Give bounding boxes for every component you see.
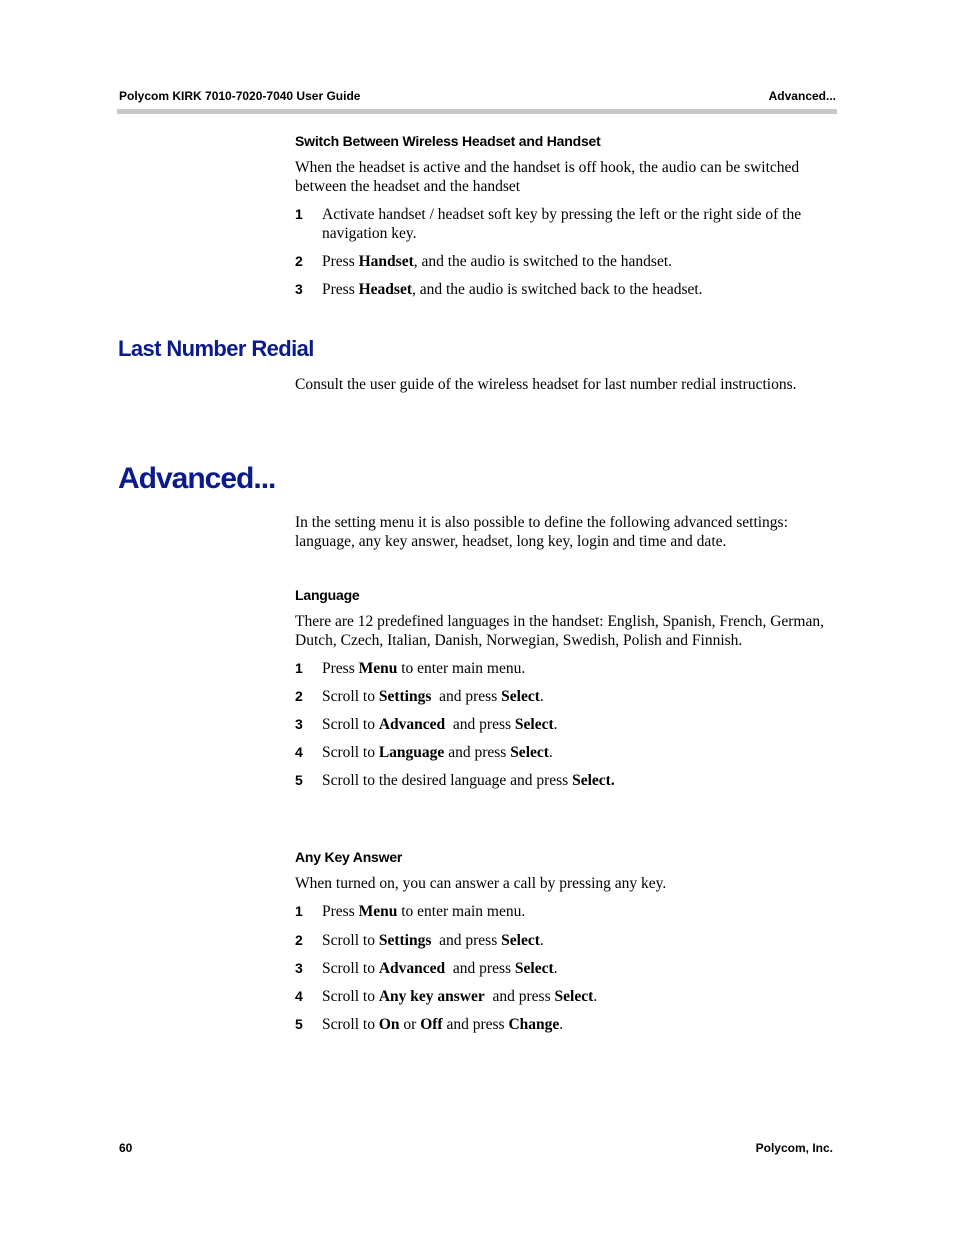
step-item bbox=[295, 280, 837, 299]
key-off: Off bbox=[420, 1016, 443, 1033]
switch-section bbox=[295, 133, 837, 299]
section-heading-redial: Last Number Redial bbox=[118, 336, 314, 361]
key-select: Select. bbox=[572, 772, 615, 789]
step-number: 3 bbox=[295, 716, 303, 732]
step-text: . bbox=[548, 744, 553, 761]
step-item bbox=[295, 743, 837, 762]
key-advanced: Advanced bbox=[378, 960, 446, 977]
step-text: Scroll to bbox=[322, 1016, 379, 1033]
key-select: Select bbox=[501, 932, 540, 949]
step-item bbox=[295, 902, 837, 921]
redial-section bbox=[295, 375, 837, 394]
step-item bbox=[295, 252, 837, 271]
step-item bbox=[295, 659, 837, 678]
step-text: Activate handset / headset soft key by pressing the left or the right side of the navigation key. bbox=[322, 206, 802, 242]
key-settings: Settings bbox=[378, 932, 432, 949]
key-select: Select bbox=[510, 744, 549, 761]
step-text: and press bbox=[442, 1016, 509, 1033]
running-header-section: Advanced... bbox=[768, 89, 836, 103]
step-text: and press bbox=[445, 716, 515, 733]
step-text: Scroll to bbox=[322, 988, 379, 1005]
key-select: Select bbox=[514, 716, 554, 733]
key-advanced: Advanced bbox=[378, 716, 446, 733]
advanced-intro: In the setting menu it is also possible to define the following advanced settings: language, any key answer, headset, long key, login and time and date. bbox=[295, 514, 788, 550]
step-number: 3 bbox=[295, 960, 303, 976]
step-text: . bbox=[559, 1016, 564, 1033]
redial-text: Consult the user guide of the wireless headset for last number redial instructions. bbox=[295, 376, 797, 393]
step-text: . bbox=[553, 960, 558, 977]
step-text: Press bbox=[322, 281, 359, 298]
step-text: Scroll to bbox=[322, 932, 379, 949]
key-change: Change bbox=[508, 1016, 560, 1033]
advanced-intro-block bbox=[295, 513, 837, 551]
step-text: , and the audio is switched back to the headset. bbox=[412, 281, 703, 298]
step-item bbox=[295, 959, 837, 978]
language-title: Language bbox=[295, 587, 360, 603]
key-select: Select bbox=[554, 988, 594, 1005]
page-number: 60 bbox=[119, 1141, 133, 1155]
step-item bbox=[295, 987, 837, 1006]
anykey-title: Any Key Answer bbox=[295, 849, 403, 865]
step-text: to enter main menu. bbox=[397, 660, 526, 677]
step-text: Press bbox=[322, 903, 359, 920]
switch-section-intro: When the headset is active and the handset is off hook, the audio can be switched between the headset and the handset bbox=[295, 159, 800, 195]
step-text: and press bbox=[445, 960, 515, 977]
step-text: Press bbox=[322, 253, 359, 270]
step-item bbox=[295, 715, 837, 734]
step-text: . bbox=[553, 716, 558, 733]
step-number: 1 bbox=[295, 903, 303, 919]
step-text: to enter main menu. bbox=[397, 903, 526, 920]
step-number: 2 bbox=[295, 932, 303, 948]
key-select: Select bbox=[501, 688, 540, 705]
step-text: and press bbox=[484, 988, 555, 1005]
step-text: and press bbox=[431, 932, 502, 949]
footer-company: Polycom, Inc. bbox=[755, 1141, 833, 1155]
key-any-key-answer: Any key answer bbox=[378, 988, 485, 1005]
step-text: Scroll to the desired language and press bbox=[322, 772, 573, 789]
key-settings: Settings bbox=[378, 688, 432, 705]
key-language: Language bbox=[378, 744, 445, 761]
step-number: 1 bbox=[295, 660, 303, 676]
step-text: and press bbox=[431, 688, 502, 705]
step-number: 5 bbox=[295, 772, 303, 788]
step-text: , and the audio is switched to the handset. bbox=[413, 253, 673, 270]
running-header-title: Polycom KIRK 7010-7020-7040 User Guide bbox=[119, 89, 361, 103]
language-intro: There are 12 predefined languages in the handset: English, Spanish, French, German, Dutch, Czech, Italian, Danish, Norwegian, Swedish, Polish and Finnish. bbox=[295, 613, 824, 649]
step-number: 4 bbox=[295, 744, 303, 760]
step-number: 5 bbox=[295, 1016, 303, 1032]
anykey-intro: When turned on, you can answer a call by pressing any key. bbox=[295, 875, 667, 892]
step-text: Scroll to bbox=[322, 960, 379, 977]
step-text: Scroll to bbox=[322, 744, 379, 761]
step-text: . bbox=[539, 688, 544, 705]
step-text: and press bbox=[444, 744, 511, 761]
step-item bbox=[295, 931, 837, 950]
chapter-heading-advanced: Advanced... bbox=[118, 462, 276, 495]
step-text: or bbox=[399, 1016, 421, 1033]
step-item bbox=[295, 1015, 837, 1034]
step-number: 2 bbox=[295, 253, 303, 269]
key-select: Select bbox=[514, 960, 554, 977]
step-number: 3 bbox=[295, 281, 303, 297]
anykey-section bbox=[295, 849, 837, 1034]
step-number: 1 bbox=[295, 206, 303, 222]
key-menu: Menu bbox=[358, 660, 398, 677]
switch-section-title: Switch Between Wireless Headset and Handset bbox=[295, 133, 601, 149]
key-headset: Headset bbox=[358, 281, 412, 298]
step-item bbox=[295, 205, 837, 243]
step-item bbox=[295, 687, 837, 706]
step-item bbox=[295, 771, 837, 790]
step-text: Scroll to bbox=[322, 716, 379, 733]
key-handset: Handset bbox=[358, 253, 414, 270]
step-number: 4 bbox=[295, 988, 303, 1004]
language-section bbox=[295, 587, 837, 790]
step-text: Press bbox=[322, 660, 359, 677]
step-text: . bbox=[593, 988, 598, 1005]
key-on: On bbox=[378, 1016, 400, 1033]
step-number: 2 bbox=[295, 688, 303, 704]
step-text: . bbox=[539, 932, 544, 949]
header-rule bbox=[117, 109, 837, 114]
step-text: Scroll to bbox=[322, 688, 379, 705]
key-menu: Menu bbox=[358, 903, 398, 920]
